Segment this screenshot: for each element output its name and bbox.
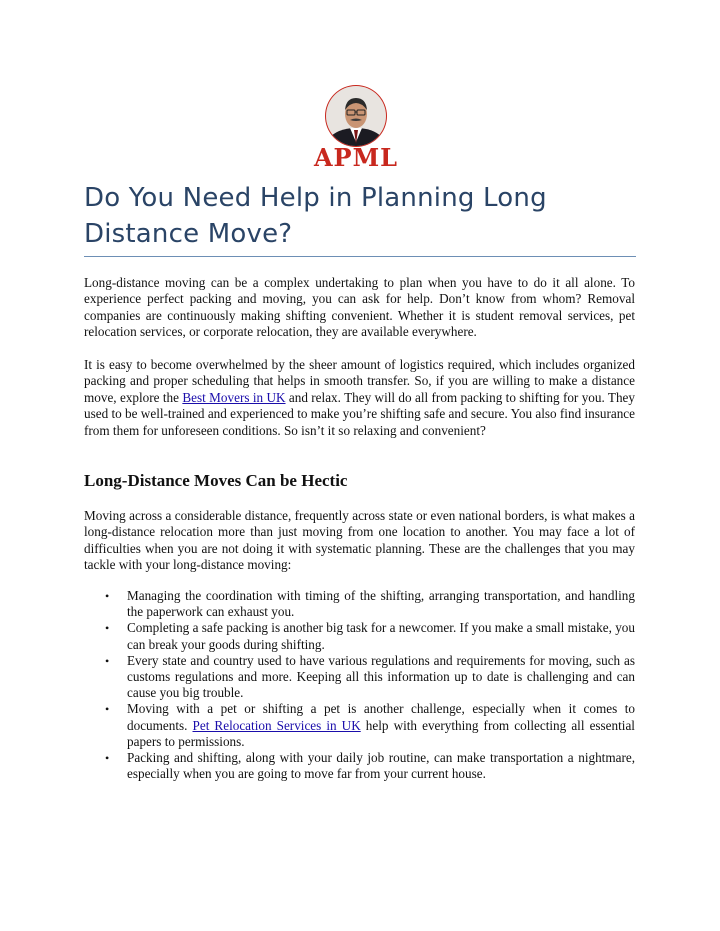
- apml-logo: [300, 84, 412, 170]
- challenges-paragraph: Moving across a considerable distance, frequently across state or even national borders, is what makes a long-distance relocation more than just moving from one location to another. You may face a lot of difficulties when you are not doing it with systematic planning. These are the challenges that you may tackle with your long-distance moving:: [84, 508, 635, 573]
- paragraph-text: It is easy to become overwhelmed by the sheer amount of logistics required, which includes organized packing and proper scheduling that helps in smooth transfer. So, if you are willing to make a distance move, explore the: [84, 357, 635, 405]
- list-item-text: Every state and country used to have various regulations and requirements for moving, such as customs regulations and more. Keeping all this information up to date is challenging and can cause you big trouble.: [127, 652, 635, 701]
- svg-text:APML: APML: [313, 143, 399, 170]
- pet-relocation-link[interactable]: Pet Relocation Services in UK: [192, 717, 361, 733]
- bullet-icon: •: [105, 702, 110, 717]
- bullet-icon: •: [105, 589, 110, 603]
- list-item: [84, 750, 635, 782]
- list-item: [84, 588, 635, 620]
- page-title: Do You Need Help in Planning Long Distance Move?: [84, 183, 547, 249]
- bullet-icon: •: [105, 751, 110, 766]
- intro-paragraph: Long-distance moving can be a complex undertaking to plan when you have to do it all alone. To experience perfect packing and moving, you can ask for help. Don’t know from whom? Removal companies are continuously making shifting convenient. Whether it is student removal services, pet relocation services, or corporate relocation, they are available everywhere.: [84, 275, 635, 340]
- section-heading: Long-Distance Moves Can be Hectic: [84, 471, 348, 490]
- logo-graphic: [300, 84, 412, 170]
- list-item: [84, 653, 635, 702]
- title-divider: [84, 256, 636, 257]
- best-movers-link[interactable]: Best Movers in UK: [182, 389, 286, 405]
- list-item-text: help with everything from collecting all essential papers to permissions.: [127, 717, 635, 749]
- challenges-list: [84, 588, 635, 782]
- list-item-text: Packing and shifting, along with your daily job routine, can make transportation a nightmare, especially when you are going to move far from your current house.: [127, 750, 635, 782]
- bullet-icon: •: [105, 653, 110, 668]
- logistics-paragraph: [84, 357, 635, 439]
- list-item-text: Moving with a pet or shifting a pet is another challenge, especially when it comes to documents.: [127, 701, 635, 733]
- list-item: [84, 620, 635, 652]
- list-item-text: Completing a safe packing is another big task for a newcomer. If you make a small mistake, you can break your goods during shifting.: [127, 620, 635, 652]
- list-item: [84, 701, 635, 750]
- list-item-text: Managing the coordination with timing of the shifting, arranging transportation, and handling the paperwork can exhaust you.: [127, 588, 635, 620]
- paragraph-text: and relax. They will do all from packing to shifting for you. They used to be well-trained and experienced to make you’re shifting safe and secure. You also find insurance from them for unforeseen conditions. So isn’t it so relaxing and convenient?: [84, 389, 635, 438]
- bullet-icon: •: [105, 621, 110, 636]
